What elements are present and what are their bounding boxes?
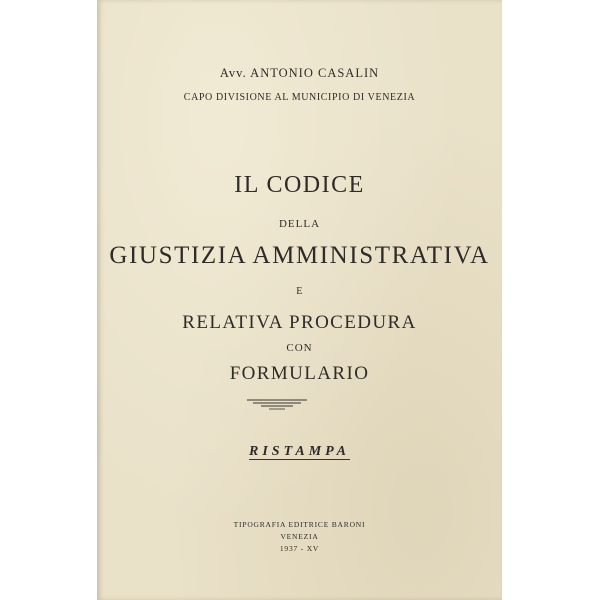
ornament-rule-icon bbox=[247, 398, 307, 410]
title-line-giustizia-amministrativa: GIUSTIZIA AMMINISTRATIVA bbox=[109, 242, 490, 269]
title-line-con: CON bbox=[286, 342, 313, 354]
imprint-printer: TIPOGRAFIA EDITRICE BARONI bbox=[233, 520, 366, 529]
edition-wrap bbox=[97, 442, 502, 460]
imprint-city: VENEZIA bbox=[280, 532, 319, 541]
author-role: CAPO DIVISIONE AL MUNICIPIO DI VENEZIA bbox=[183, 92, 416, 103]
author-name: Avv. ANTONIO CASALIN bbox=[219, 66, 380, 80]
imprint-year: 1937 - XV bbox=[279, 544, 320, 553]
title-line-formulario: FORMULARIO bbox=[229, 363, 370, 384]
title-line-della: DELLA bbox=[278, 218, 321, 230]
title-page bbox=[97, 0, 502, 600]
title-line-il-codice: IL CODICE bbox=[234, 172, 365, 198]
title-line-e: E bbox=[296, 286, 303, 297]
title-line-relativa-procedura: RELATIVA PROCEDURA bbox=[182, 312, 417, 333]
edition-label: RISTAMPA bbox=[249, 444, 350, 459]
